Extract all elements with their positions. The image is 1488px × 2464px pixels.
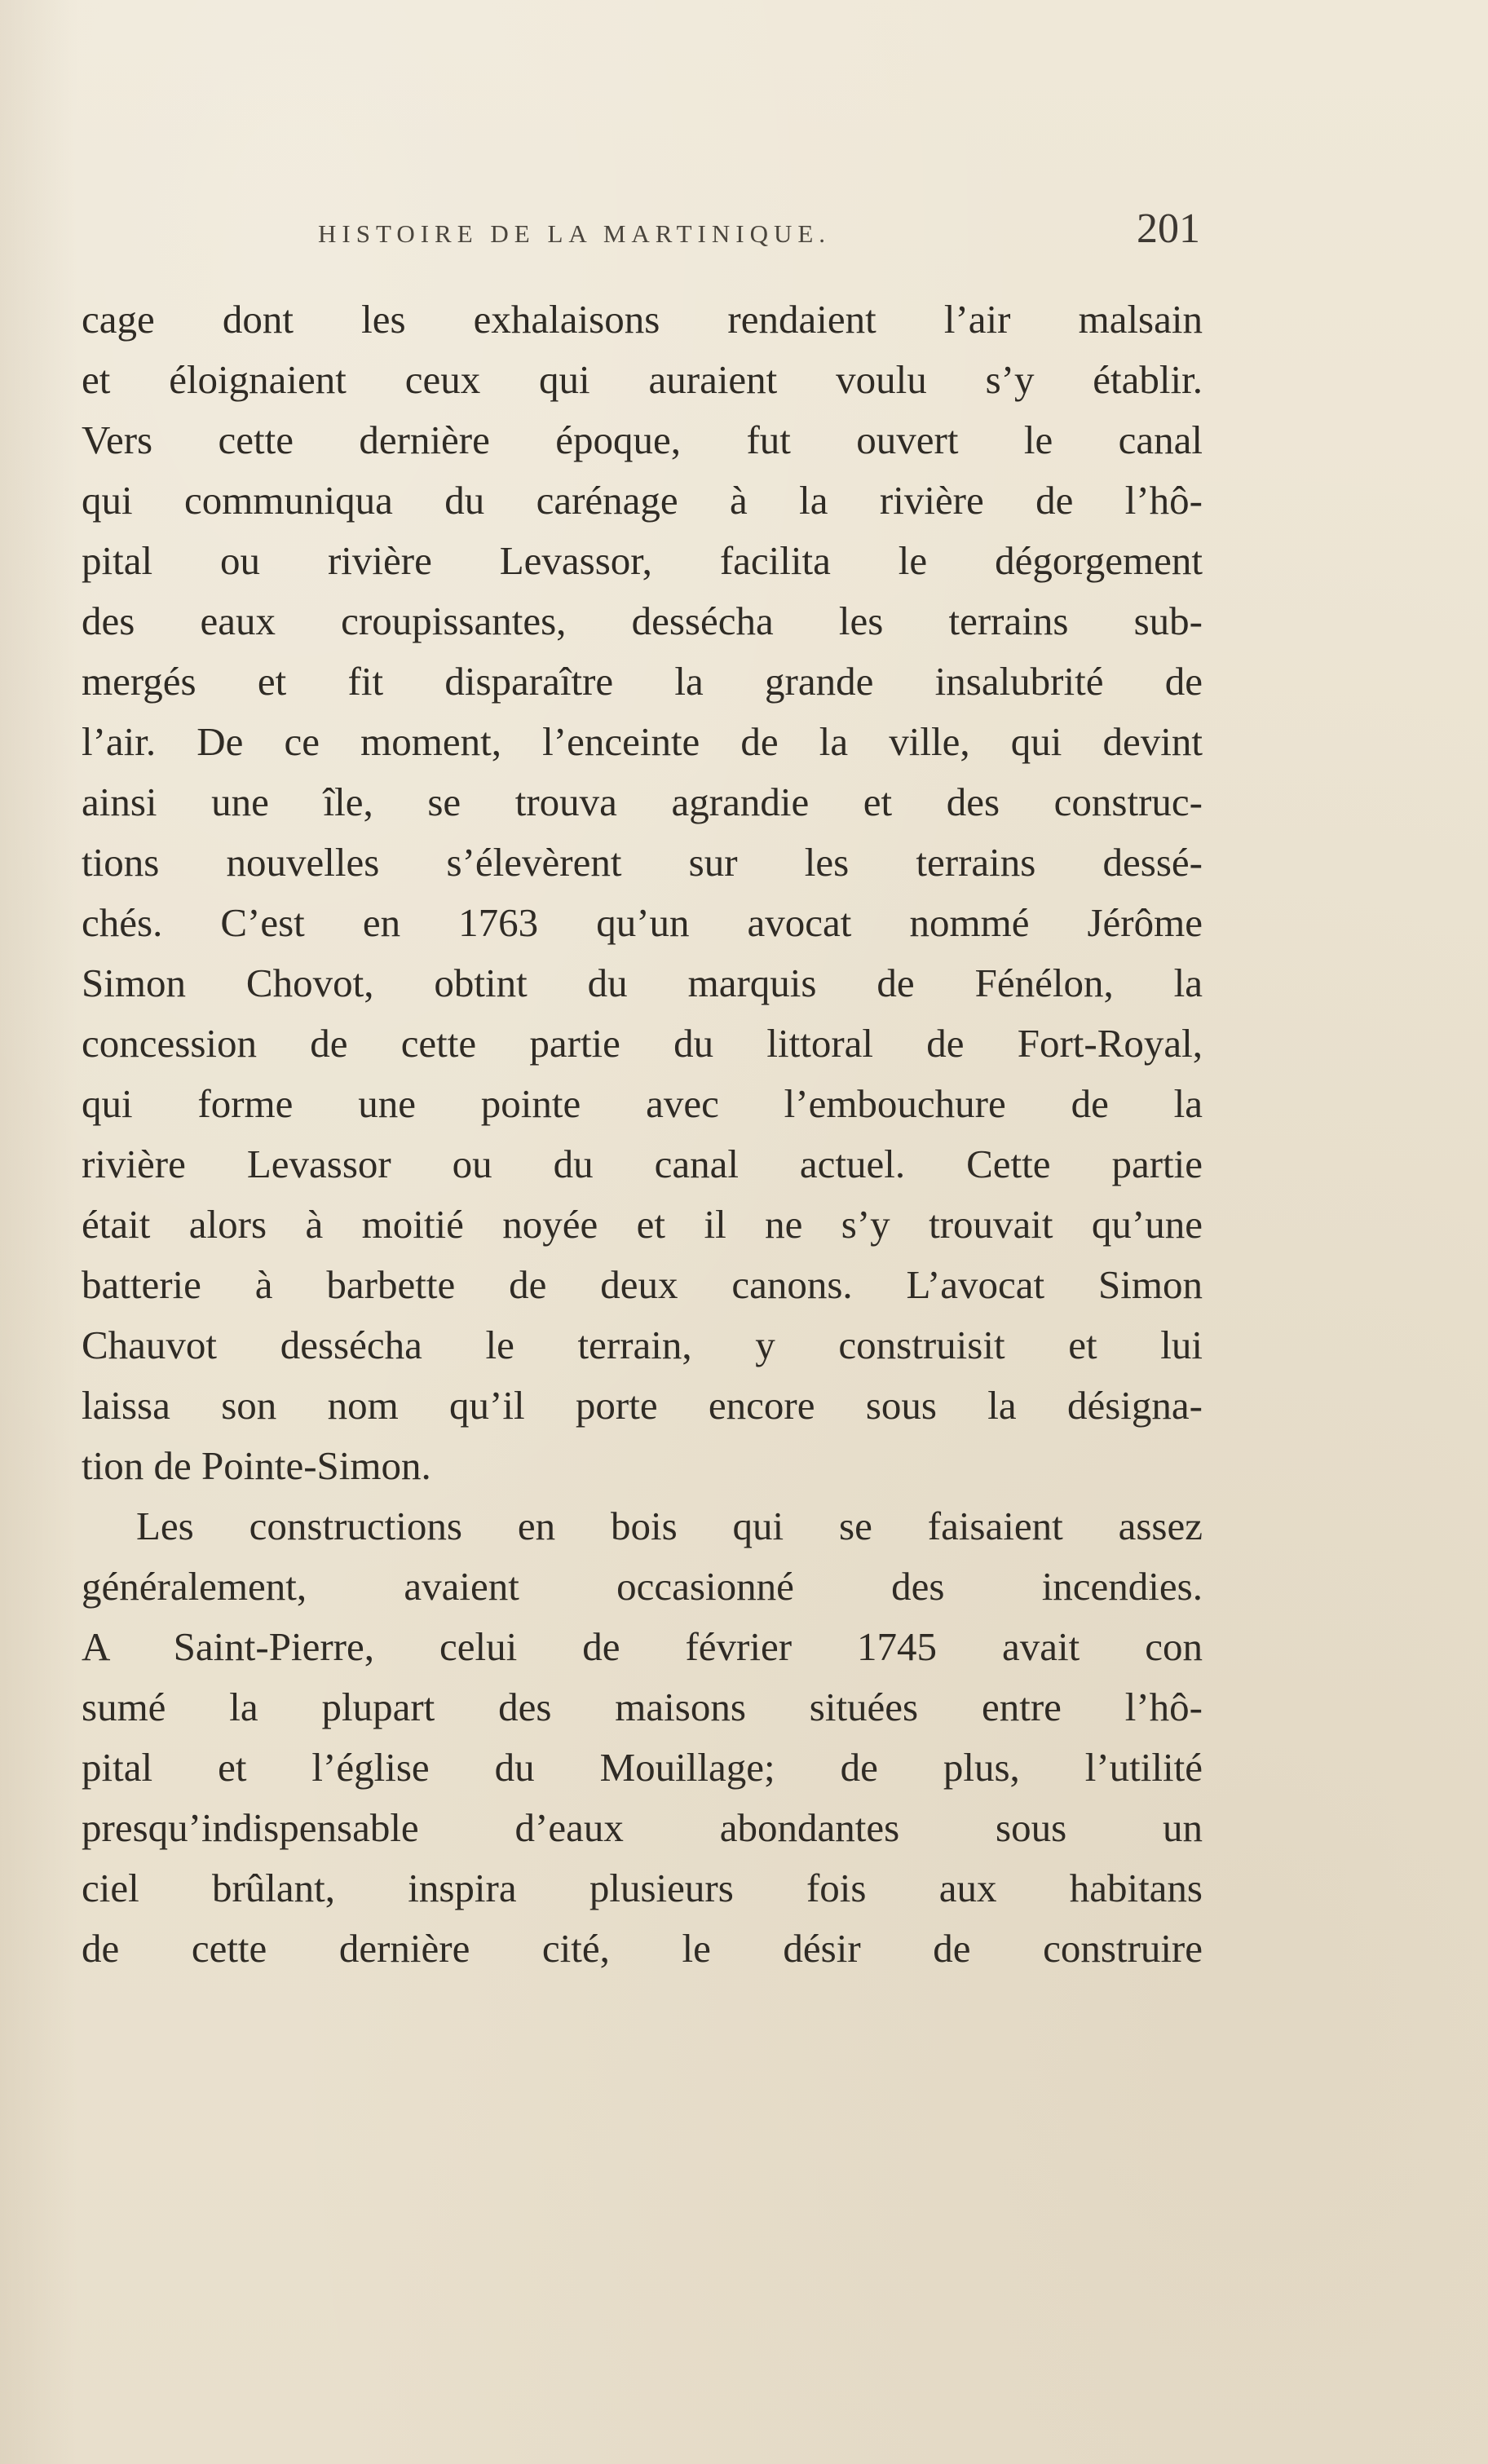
running-title: HISTOIRE DE LA MARTINIQUE. [318, 219, 832, 248]
text-line: ciel brûlant, inspira plusieurs fois aux habitans [82, 1866, 1203, 1910]
text-line: rivière Levassor ou du canal actuel. Cette partie [82, 1141, 1203, 1186]
text-line: et éloignaient ceux qui auraient voulu s’y établir. [82, 357, 1203, 402]
text-line: laissa son nom qu’il porte encore sous la désigna- [82, 1383, 1203, 1428]
text-line: qui communiqua du carénage à la rivière de l’hô- [82, 478, 1203, 523]
text-line: cage dont les exhalaisons rendaient l’air malsain [82, 297, 1203, 342]
text-line: sumé la plupart des maisons situées entre l’hô- [82, 1685, 1203, 1729]
paragraph-2 [82, 1496, 1203, 1979]
page-number: 201 [1137, 205, 1200, 252]
text-line: chés. C’est en 1763 qu’un avocat nommé Jérôme [82, 900, 1203, 945]
page-header [318, 205, 1200, 265]
text-line: l’air. De ce moment, l’enceinte de la ville, qui devint [82, 719, 1203, 764]
text-line: Chauvot dessécha le terrain, y construisit et lui [82, 1323, 1203, 1367]
text-line: pital et l’église du Mouillage; de plus, l’utilité [82, 1745, 1203, 1790]
paragraph-1 [82, 289, 1203, 1496]
text-line: pital ou rivière Levassor, facilita le dégorgement [82, 538, 1203, 583]
text-line: Vers cette dernière époque, fut ouvert le canal [82, 417, 1203, 462]
text-line: batterie à barbette de deux canons. L’avocat Simon [82, 1262, 1203, 1307]
text-line: concession de cette partie du littoral de Fort-Royal, [82, 1021, 1203, 1066]
text-line: de cette dernière cité, le désir de construire [82, 1926, 1203, 1971]
text-line: A Saint-Pierre, celui de février 1745 avait con [82, 1624, 1203, 1669]
page-gutter-shadow [0, 0, 77, 2464]
body-text [82, 289, 1203, 1979]
text-line: tions nouvelles s’élevèrent sur les terrains dessé- [82, 840, 1203, 885]
text-line: qui forme une pointe avec l’embouchure de la [82, 1081, 1203, 1126]
text-line: était alors à moitié noyée et il ne s’y trouvait qu’une [82, 1202, 1203, 1247]
text-line: Les constructions en bois qui se faisaient assez [136, 1504, 1203, 1548]
text-line: ainsi une île, se trouva agrandie et des construc- [82, 779, 1203, 824]
text-line: Simon Chovot, obtint du marquis de Fénélon, la [82, 960, 1203, 1005]
text-line: généralement, avaient occasionné des incendies. [82, 1564, 1203, 1609]
text-line: mergés et fit disparaître la grande insalubrité de [82, 659, 1203, 704]
text-line: des eaux croupissantes, dessécha les terrains sub- [82, 598, 1203, 643]
text-line: presqu’indispensable d’eaux abondantes sous un [82, 1805, 1203, 1850]
text-line: tion de Pointe-Simon. [82, 1443, 431, 1488]
